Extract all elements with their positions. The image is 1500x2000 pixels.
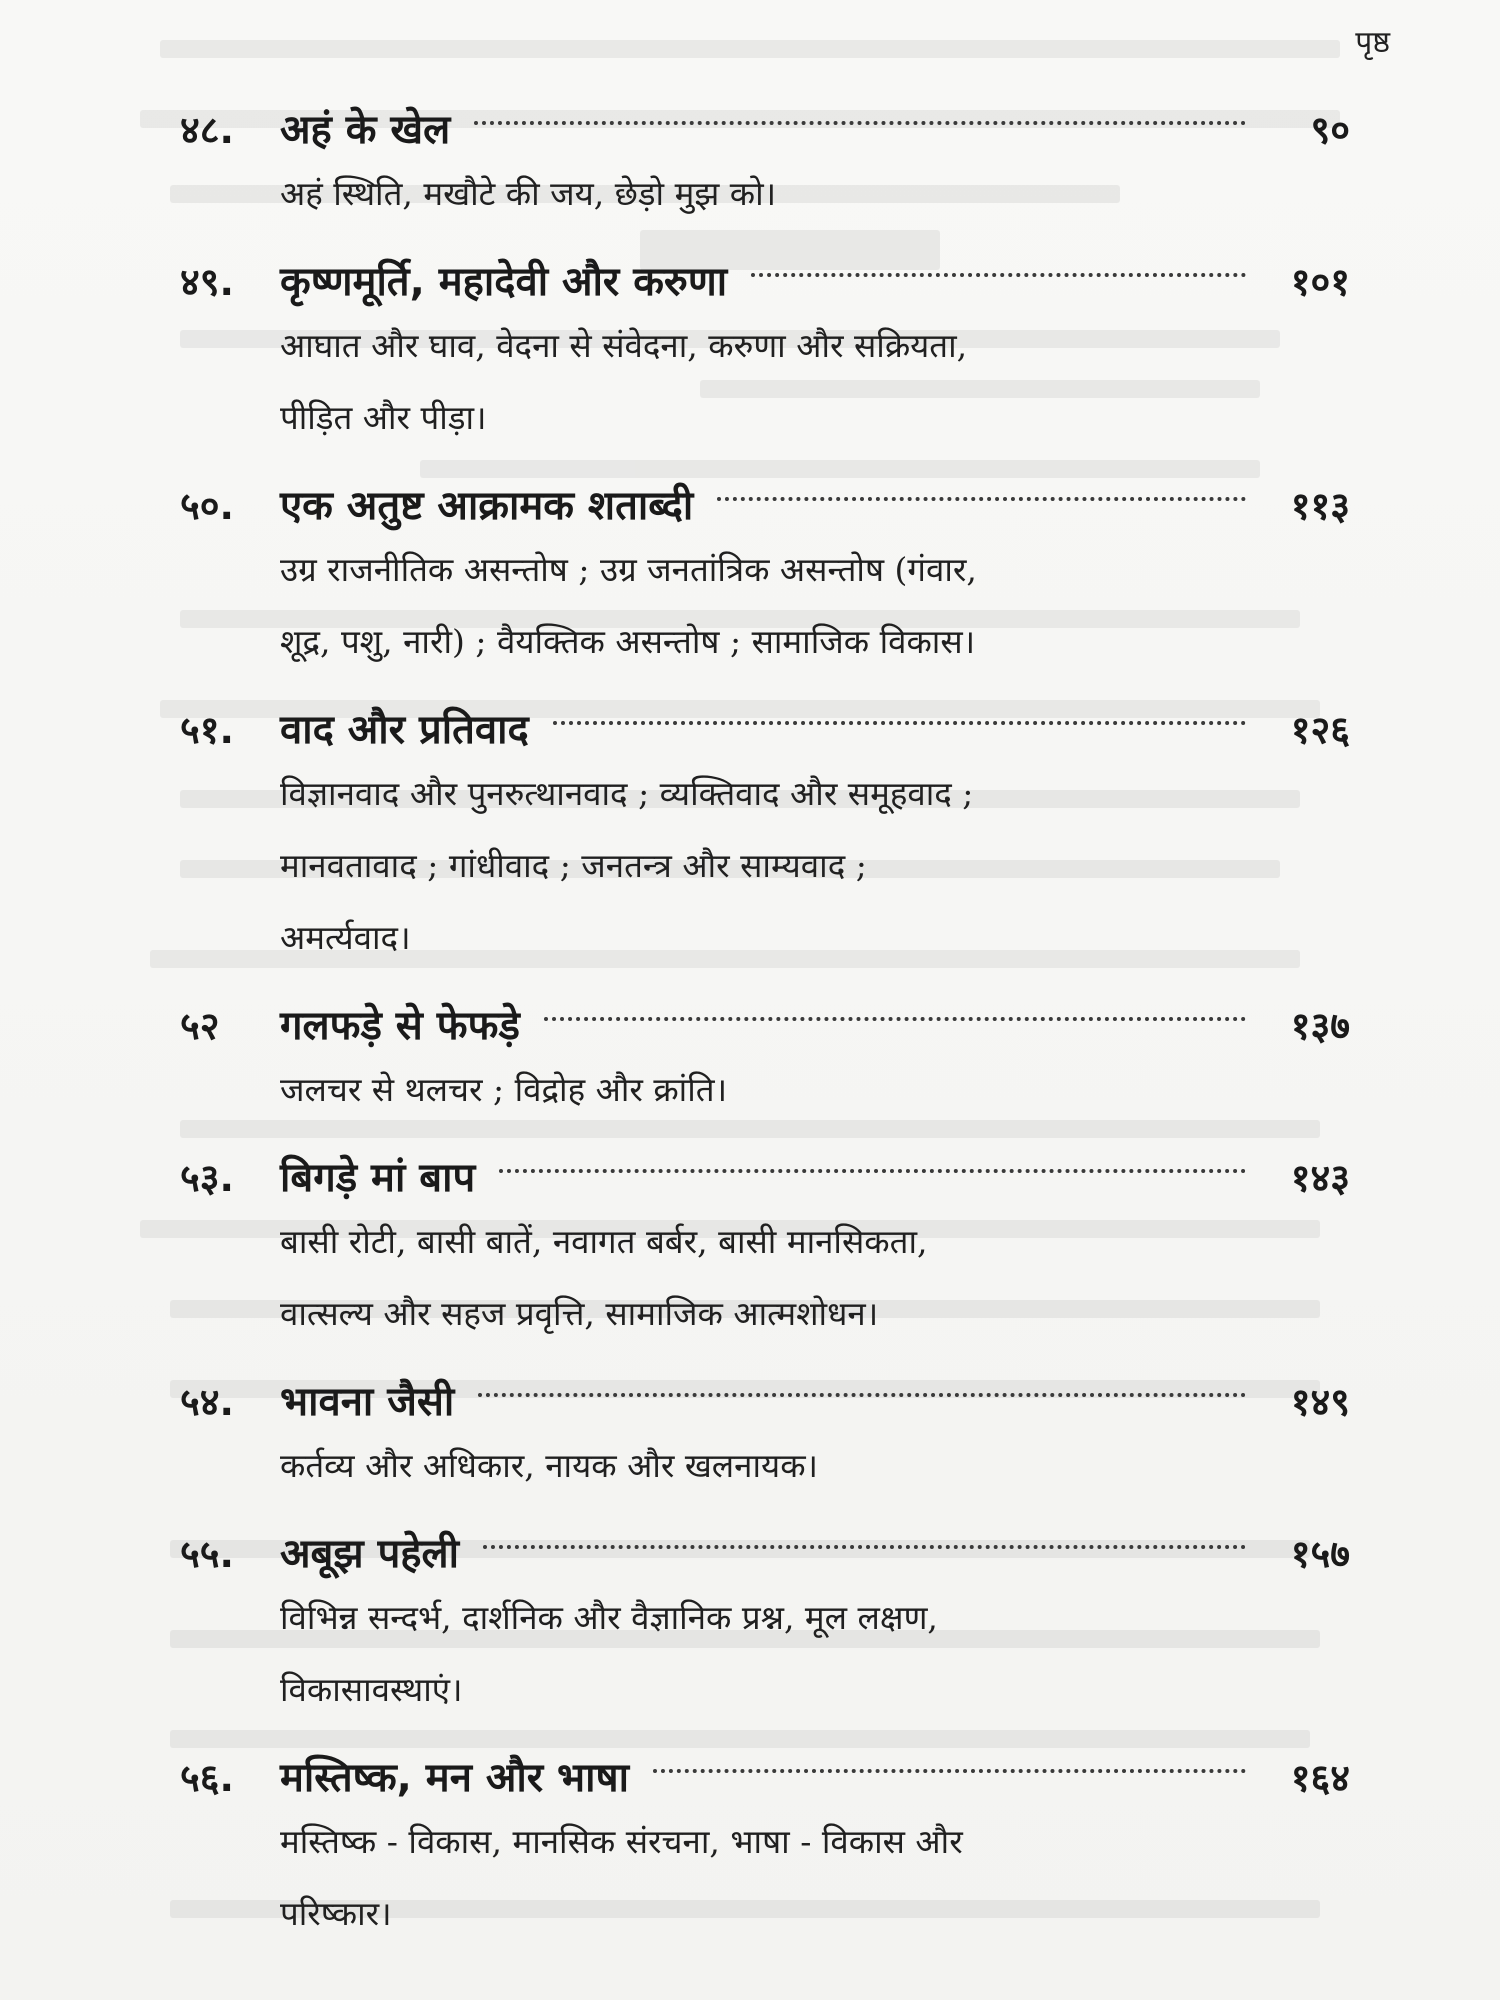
- summary-line: शूद्र, पशु, नारी) ; वैयक्तिक असन्तोष ; सामाजिक विकास।: [280, 622, 976, 661]
- chapter-title: अहं के खेल: [280, 107, 451, 153]
- toc-entry: [180, 1148, 1350, 1350]
- page-number: ९०: [1310, 108, 1350, 152]
- summary-line: मानवतावाद ; गांधीवाद ; जनतन्त्र और साम्यवाद ;: [280, 846, 867, 885]
- chapter-title: अबूझ पहेली: [280, 1531, 460, 1577]
- page-number: ११३: [1290, 484, 1350, 528]
- toc-entry: [180, 700, 1350, 974]
- leader-dots: [499, 1169, 1246, 1173]
- chapter-number: ५५.: [180, 1532, 234, 1576]
- summary-line: कर्तव्य और अधिकार, नायक और खलनायक।: [280, 1446, 819, 1485]
- chapter-number: ४८.: [180, 108, 234, 152]
- summary-line: विज्ञानवाद और पुनरुत्थानवाद ; व्यक्तिवाद और समूहवाद ;: [280, 774, 974, 813]
- page-number: १५७: [1290, 1532, 1350, 1576]
- page-number: १२६: [1290, 708, 1350, 752]
- chapter-title: भावना जैसी: [280, 1379, 455, 1425]
- toc-entry: [180, 1372, 1350, 1502]
- summary-line: मस्तिष्क - विकास, मानसिक संरचना, भाषा - विकास और: [280, 1822, 963, 1861]
- chapter-title: एक अतुष्ट आक्रामक शताब्दी: [280, 483, 694, 529]
- page-column-label: पृष्ठ: [1355, 25, 1390, 60]
- chapter-number: ४९.: [180, 260, 234, 304]
- chapter-title: गलफड़े से फेफड़े: [280, 1003, 520, 1049]
- chapter-number: ५३.: [180, 1156, 234, 1200]
- leader-dots: [478, 1393, 1246, 1397]
- chapter-summary: [280, 534, 1350, 678]
- toc-entry: [180, 996, 1350, 1126]
- toc-entry: [180, 1524, 1350, 1726]
- chapter-title: कृष्णमूर्ति, महादेवी और करुणा: [280, 259, 728, 305]
- leader-dots: [717, 497, 1246, 501]
- chapter-title: वाद और प्रतिवाद: [280, 707, 529, 753]
- summary-line: आघात और घाव, वेदना से संवेदना, करुणा और सक्रियता,: [280, 326, 968, 365]
- chapter-number: ५१.: [180, 708, 234, 752]
- chapter-summary: [280, 1806, 1350, 1950]
- chapter-number: ५०.: [180, 484, 234, 528]
- summary-line: अमर्त्यवाद।: [280, 918, 411, 957]
- table-of-contents: [180, 100, 1350, 1972]
- page-number: १६४: [1290, 1756, 1350, 1800]
- page-number: १३७: [1290, 1004, 1350, 1048]
- summary-line: उग्र राजनीतिक असन्तोष ; उग्र जनतांत्रिक असन्तोष (गंवार,: [280, 550, 977, 589]
- chapter-summary: [280, 310, 1350, 454]
- toc-entry: [180, 1748, 1350, 1950]
- chapter-summary: [280, 1054, 1350, 1126]
- chapter-summary: [280, 1206, 1350, 1350]
- summary-line: विकासावस्थाएं।: [280, 1670, 463, 1709]
- summary-line: विभिन्न सन्दर्भ, दार्शनिक और वैज्ञानिक प्रश्न, मूल लक्षण,: [280, 1598, 938, 1637]
- summary-line: वात्सल्य और सहज प्रवृत्ति, सामाजिक आत्मशोधन।: [280, 1294, 879, 1333]
- chapter-number: ५६.: [180, 1756, 234, 1800]
- summary-line: परिष्कार।: [280, 1894, 392, 1933]
- chapter-title: बिगड़े मां बाप: [280, 1155, 476, 1201]
- chapter-summary: [280, 1582, 1350, 1726]
- leader-dots: [483, 1545, 1246, 1549]
- chapter-number: ५२: [180, 1004, 220, 1048]
- chapter-number: ५४.: [180, 1380, 234, 1424]
- toc-entry: [180, 100, 1350, 230]
- page-number: १४९: [1290, 1380, 1350, 1424]
- leader-dots: [544, 1017, 1246, 1021]
- toc-entry: [180, 476, 1350, 678]
- chapter-title: मस्तिष्क, मन और भाषा: [280, 1755, 630, 1801]
- chapter-summary: [280, 758, 1350, 974]
- summary-line: बासी रोटी, बासी बातें, नवागत बर्बर, बासी मानसिकता,: [280, 1222, 928, 1261]
- summary-line: जलचर से थलचर ; विद्रोह और क्रांति।: [280, 1070, 728, 1109]
- page-number: १०१: [1290, 260, 1350, 304]
- page-number: १४३: [1290, 1156, 1350, 1200]
- toc-entry: [180, 252, 1350, 454]
- chapter-summary: [280, 158, 1350, 230]
- leader-dots: [653, 1769, 1246, 1773]
- summary-line: पीड़ित और पीड़ा।: [280, 398, 487, 437]
- leader-dots: [474, 121, 1246, 125]
- summary-line: अहं स्थिति, मखौटे की जय, छेड़ो मुझ को।: [280, 174, 777, 213]
- leader-dots: [751, 273, 1246, 277]
- leader-dots: [553, 721, 1246, 725]
- chapter-summary: [280, 1430, 1350, 1502]
